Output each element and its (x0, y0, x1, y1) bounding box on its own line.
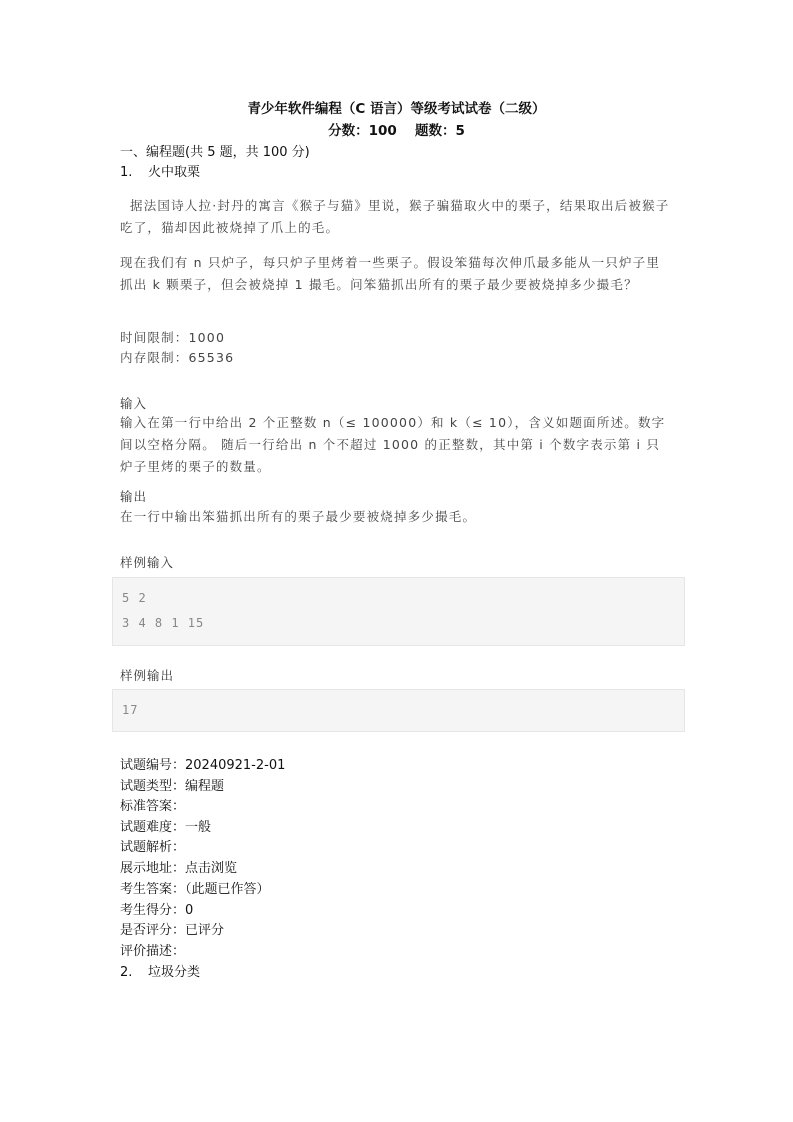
meta-standard-answer: 标准答案： (120, 799, 186, 814)
meta-display-link[interactable]: 展示地址：点击浏览 (120, 861, 238, 876)
output-description: 在一行中输出笨猫抓出所有的栗子最少要被烧掉多少撮毛。 (120, 509, 477, 524)
input-description: 输入在第一行中给出 2 个正整数 n（≤ 100000）和 k（≤ 10），含义如题面所述。数字间以空格分隔。 随后一行给出 n 个不超过 1000 的正整数，其中第 i 个数字表示第 i 只炉子里烤的栗子的数量。 (120, 415, 666, 474)
sample-input-label: 样例输入 (120, 555, 175, 570)
question-2-heading (120, 961, 200, 980)
output-label: 输出 (120, 489, 148, 504)
sample-output-label: 样例输出 (120, 668, 175, 683)
section-heading: 一、编程题(共 5 题，共 100 分) (120, 145, 310, 160)
sample-output-line: 17 (122, 703, 139, 717)
memory-limit: 内存限制：65536 (120, 350, 235, 365)
meta-candidate-answer: 考生答案：（此题已作答） (120, 882, 270, 897)
meta-difficulty: 试题难度：一般 (120, 820, 212, 835)
sample-output-box (112, 689, 685, 732)
meta-question-id: 试题编号：20240921-2-01 (120, 758, 286, 773)
question-1-heading (120, 161, 200, 180)
meta-question-type: 试题类型：编程题 (120, 779, 225, 794)
meta-evaluation: 评价描述： (120, 944, 186, 959)
meta-graded: 是否评分：已评分 (120, 923, 225, 938)
input-label: 输入 (120, 396, 148, 411)
question-2-number: 2. (120, 965, 133, 980)
sample-input-line: 3 4 8 1 15 (122, 616, 205, 630)
meta-score: 考生得分：0 (120, 903, 194, 918)
question-1-description-2: 现在我们有 n 只炉子，每只炉子里烤着一些栗子。假设笨猫每次伸爪最多能从一只炉子里抓出 k 颗栗子，但会被烧掉 1 撮毛。问笨猫抓出所有的栗子最少要被烧掉多少撮毛？ (120, 255, 661, 292)
exam-title: 青少年软件编程（C 语言）等级考试试卷（二级） (247, 101, 546, 117)
time-limit: 时间限制：1000 (120, 330, 226, 345)
sample-input-box (112, 577, 685, 646)
sample-input-line: 5 2 (122, 591, 147, 605)
question-1-title: 火中取栗 (148, 165, 201, 180)
question-1-description-1: 据法国诗人拉·封丹的寓言《猴子与猫》里说，猴子骗猫取火中的栗子，结果取出后被猴子吃了，猫却因此被烧掉了爪上的毛。 (120, 198, 670, 235)
meta-analysis: 试题解析： (120, 840, 186, 855)
question-2-title: 垃圾分类 (148, 965, 201, 980)
question-1-number: 1. (120, 165, 133, 180)
exam-subtitle: 分数：100 题数：5 (328, 123, 465, 139)
